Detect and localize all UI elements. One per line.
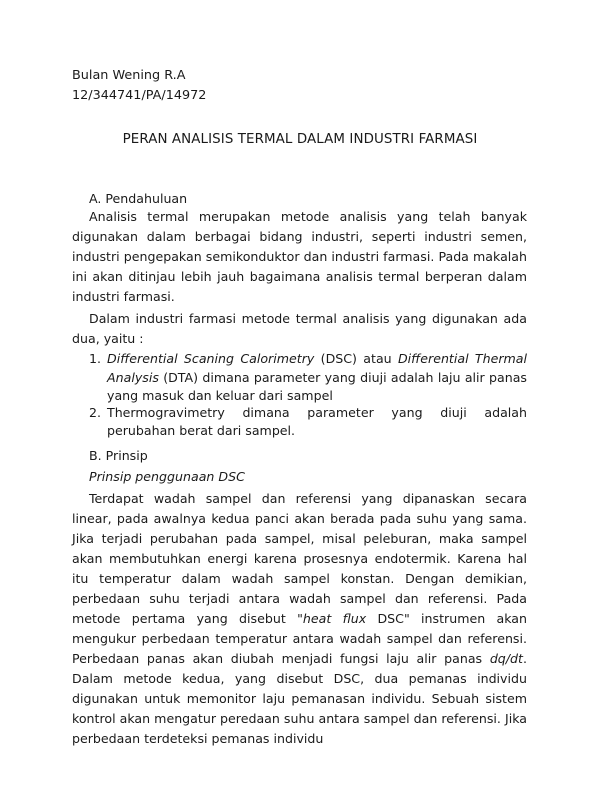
term-dta: Differential Thermal Analysis <box>107 351 527 385</box>
document-title: PERAN ANALISIS TERMAL DALAM INDUSTRI FARMASI <box>122 132 478 147</box>
paragraph-methods-text: Dalam industri farmasi metode termal analisis yang digunakan ada dua, yaitu : <box>72 311 527 346</box>
list-item-number: 1. <box>89 351 102 366</box>
list-item-text: Thermogravimetry dimana parameter yang diuji adalah perubahan berat dari sampel. <box>107 404 527 438</box>
term-dsc: Differential Scaning Calorimetry <box>107 351 315 366</box>
section-a-heading: A. Pendahuluan <box>89 191 188 206</box>
term-heat-flux: heat flux <box>302 611 367 626</box>
section-b-heading: B. Prinsip <box>89 448 148 463</box>
paragraph-dsc-text: Terdapat wadah sampel dan referensi yang dipanaskan secara linear, pada awalnya kedua panci akan berada pada suhu yang sama. Jika terjadi perubahan pada sampel, misal peleburan, maka sampel akan membutuhkan energi karena prosesnya endotermik. Karena hal itu temperatur dalam wadah sampel konstan. Dengan demikian, perbedaan suhu terjadi antara wadah sampel dan referensi. Pada metode pertama yang disebut " <box>72 491 527 626</box>
list-item <box>89 350 527 406</box>
student-id: 12/344741/PA/14972 <box>72 88 207 103</box>
paragraph-methods <box>72 309 527 349</box>
list-item-number: 2. <box>89 404 102 420</box>
term-dq-dt: dq/dt <box>489 651 523 666</box>
paragraph-introduction <box>72 207 527 307</box>
paragraph-dsc-principle <box>72 489 527 749</box>
list-item-text: (DSC) atau <box>314 351 398 366</box>
methods-list <box>89 350 527 441</box>
paragraph-dsc-text: . Dalam metode kedua, yang disebut DSC, dua pemanas individu digunakan untuk memonitor laju pemanasan individu. Sebuah sistem kontrol akan mengatur peredaan suhu antara sampel dan referensi. Jika perbedaan terdeteksi pemanas individu <box>72 651 527 746</box>
paragraph-introduction-text: Analisis termal merupakan metode analisis yang telah banyak digunakan dalam berbagai bidang industri, seperti industri semen, industri pengepakan semikonduktor dan industri farmasi. Pada makalah ini akan ditinjau lebih jauh bagaimana analisis termal berperan dalam industri farmasi. <box>72 209 527 304</box>
list-item <box>89 404 527 441</box>
paragraph-dsc-text: DSC" instrumen akan mengukur perbedaan temperatur antara wadah sampel dan referensi. Perbedaan panas akan diubah menjadi fungsi laju alir panas <box>72 611 527 666</box>
author-name: Bulan Wening R.A <box>72 68 186 83</box>
list-item-text: (DTA) dimana parameter yang diuji adalah laju alir panas yang masuk dan keluar dari sampel <box>107 369 527 403</box>
subheading-dsc: Prinsip penggunaan DSC <box>89 469 245 484</box>
